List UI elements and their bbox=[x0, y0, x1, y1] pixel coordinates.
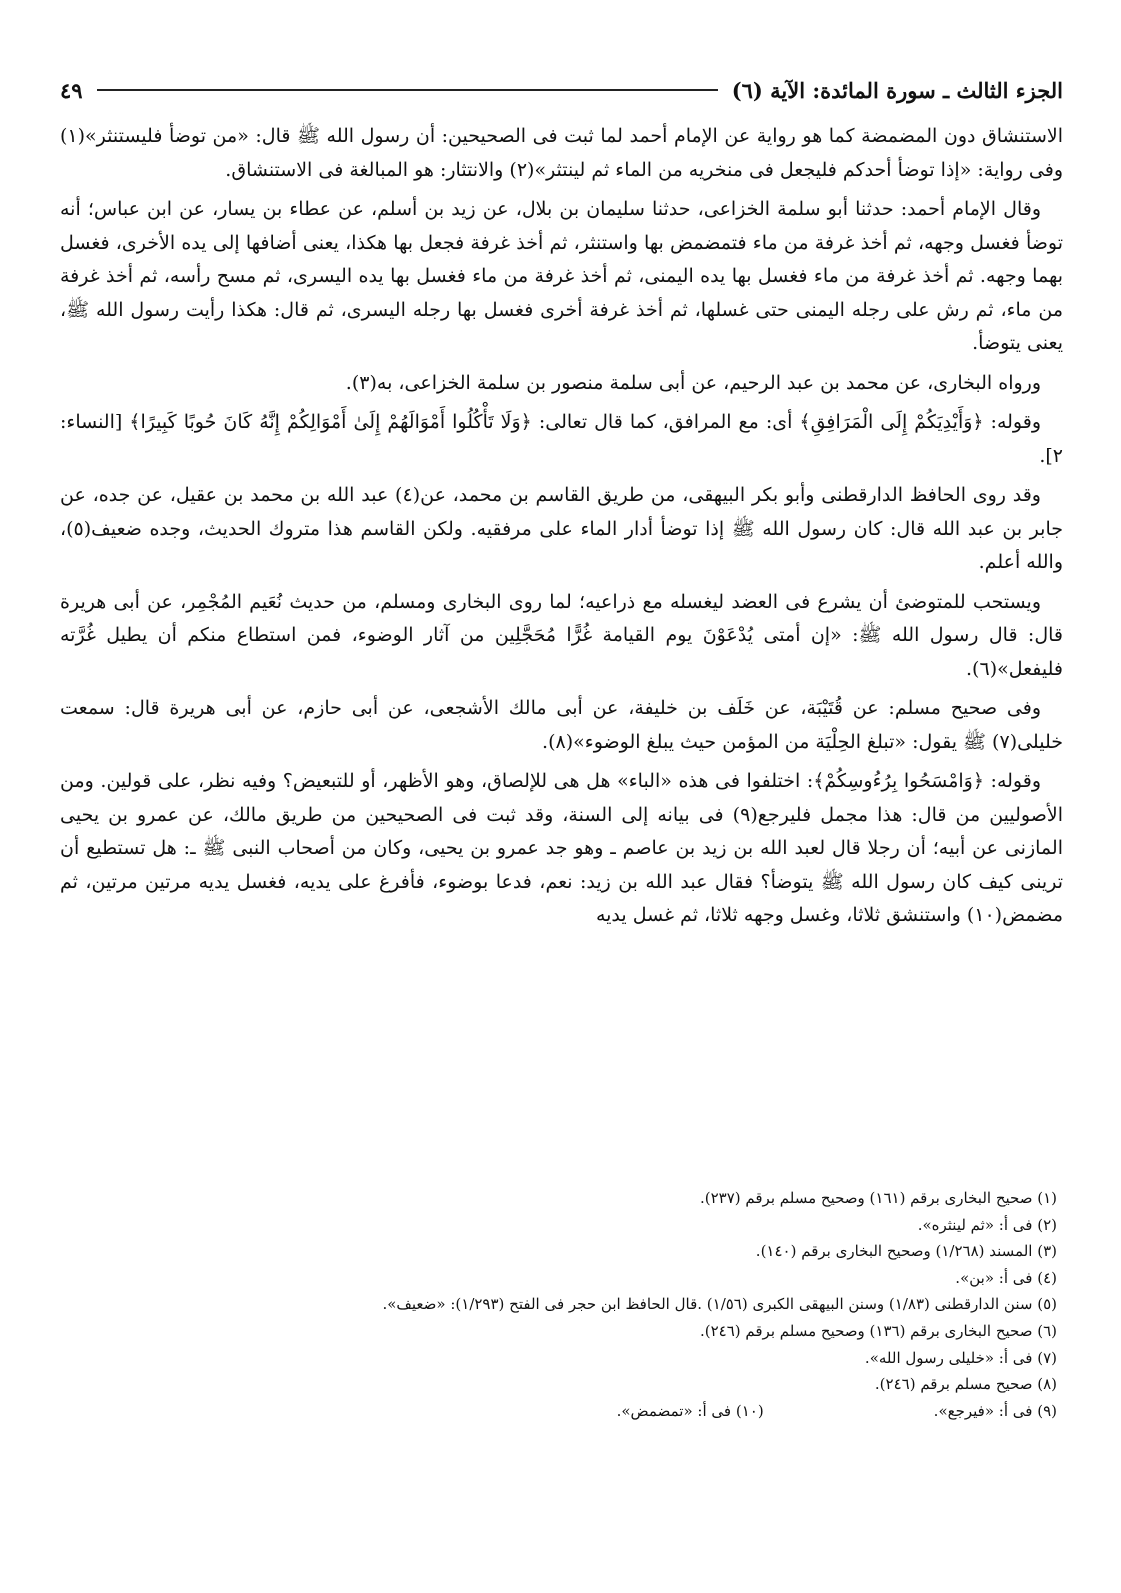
paragraph: الاستنشاق دون المضمضة كما هو رواية عن الإمام أحمد لما ثبت فى الصحيحين: أن رسول الله ﷺ قال: «من توضأ فليستنثر»(١) وفى رواية: «إذا توضأ أحدكم فليجعل فى منخريه من الماء ثم لينتثر»(٢) والانتثار: هو المبالغة فى الاستنشاق. bbox=[60, 125, 1063, 181]
footnote: (١) صحيح البخارى برقم (١٦١) وصحيح مسلم برقم (٢٣٧). bbox=[699, 1189, 1057, 1207]
paragraph: وقوله: ﴿وَامْسَحُوا بِرُءُوسِكُمْ﴾: اختلفوا فى هذه «الباء» هل هى للإلصاق، وهو الأظهر، أو للتبعيض؟ وفيه نظر، على قولين. ومن الأصوليين من قال: هذا مجمل فليرجع(٩) فى بيانه إلى السنة، وقد ثبت فى الصحيحين من طريق مالك، عن عمرو بن يحيى المازنى عن أبيه؛ أن رجلا قال لعبد الله بن زيد بن عاصم ـ وهو جد عمرو بن يحيى، وكان من أصحاب النبى ﷺ ـ: هل تستطيع أن ترينى كيف كان رسول الله ﷺ يتوضأ؟ فقال عبد الله بن زيد: نعم، فدعا بوضوء، فأفرغ على يديه، فغسل يديه مرتين مرتين، ثم مضمض(١٠) واستنشق ثلاثا، وغسل وجهه ثلاثا، ثم غسل يديه bbox=[60, 770, 1064, 926]
paragraph: وقال الإمام أحمد: حدثنا أبو سلمة الخزاعى، حدثنا سليمان بن بلال، عن زيد بن أسلم، عن عطاء بن يسار، عن ابن عباس؛ أنه توضأ فغسل وجهه، ثم أخذ غرفة من ماء فتمضمض بها واستنثر، ثم أخذ غرفة فجعل بها هكذا، يعنى أضافها إلى يده الأخرى، فغسل بهما وجهه. ثم أخذ غرفة من ماء فغسل بها يده اليمنى، ثم أخذ غرفة من ماء فغسل بها يده اليسرى، ثم مسح رأسه، ثم أخذ غرفة من ماء، ثم رش على رجله اليمنى حتى غسلها، ثم أخذ غرفة أخرى فغسل بها رجله اليسرى، ثم قال: هكذا رأيت رسول الله ﷺ، يعنى يتوضأ. bbox=[60, 198, 1064, 354]
paragraph: وقوله: ﴿وَأَيْدِيَكُمْ إِلَى الْمَرَافِقِ﴾ أى: مع المرافق، كما قال تعالى: ﴿وَلَا تَأْكُلُوا أَمْوَالَهُمْ إِلَىٰ أَمْوَالِكُمْ إِنَّهُ كَانَ حُوبًا كَبِيرًا﴾ [النساء: ٢]. bbox=[60, 411, 1063, 467]
page-header bbox=[60, 70, 1063, 110]
footnote-row bbox=[60, 1398, 1063, 1425]
footnote: (٦) صحيح البخارى برقم (١٣٦) وصحيح مسلم برقم (٢٤٦). bbox=[699, 1321, 1057, 1340]
paragraph: ويستحب للمتوضئ أن يشرع فى العضد ليغسله مع ذراعيه؛ لما روى البخارى ومسلم، من حديث نُعَيم المُجْمِر، عن أبى هريرة قال: قال رسول الله ﷺ: «إن أمتى يُدْعَوْنَ يوم القيامة غُرًّا مُحَجَّلِين من آثار الوضوء، فمن استطاع منكم أن يطيل غُرَّته فليفعل»(٦). bbox=[60, 590, 1063, 680]
footnote: (٣) المسند (١/٢٦٨) وصحيح البخارى برقم (١٤٠). bbox=[755, 1242, 1057, 1261]
footnote: (٥) سنن الدارقطنى (١/٨٣) وسنن البيهقى الكبرى (١/٥٦) .قال الحافظ ابن حجر فى الفتح (١/٢٩٣): «ضعيف». bbox=[382, 1295, 1057, 1314]
running-head: الجزء الثالث ـ سورة المائدة: الآية (٦) bbox=[731, 77, 1063, 103]
footnote: (٧) فى أ: «خليلى رسول الله». bbox=[864, 1348, 1057, 1367]
footnote: (٩) فى أ: «فيرجع». bbox=[933, 1401, 1057, 1420]
paragraph: وقد روى الحافظ الدارقطنى وأبو بكر البيهقى، من طريق القاسم بن محمد، عن(٤) عبد الله بن محمد بن عقيل، عن جده، عن جابر بن عبد الله قال: كان رسول الله ﷺ إذا توضأ أدار الماء على مرفقيه. ولكن القاسم هذا متروك الحديث، وجده ضعيف(٥)، والله أعلم. bbox=[60, 484, 1063, 573]
footnote: (٤) فى أ: «بن». bbox=[955, 1268, 1057, 1287]
page-number: ٤٩ bbox=[60, 77, 83, 103]
footnotes bbox=[60, 1185, 1063, 1424]
footnote: (١٠) فى أ: «تمضمض». bbox=[616, 1401, 764, 1420]
footnote: (٨) صحيح مسلم برقم (٢٤٦). bbox=[874, 1375, 1057, 1394]
page bbox=[60, 70, 1063, 939]
paragraph: وفى صحيح مسلم: عن قُتَيْبَة، عن خَلَف بن خليفة، عن أبى مالك الأشجعى، عن أبى حازم، عن أبى هريرة قال: سمعت خليلى(٧) ﷺ يقول: «تبلغ الحِلْيَة من المؤمن حيث يبلغ الوضوء»(٨). bbox=[60, 697, 1063, 753]
paragraph: ورواه البخارى، عن محمد بن عبد الرحيم، عن أبى سلمة منصور بن سلمة الخزاعى، به(٣). bbox=[345, 371, 1041, 394]
main-text bbox=[60, 120, 1063, 933]
header-rule bbox=[97, 89, 718, 91]
footnote: (٢) فى أ: «ثم لينثره». bbox=[917, 1215, 1057, 1234]
